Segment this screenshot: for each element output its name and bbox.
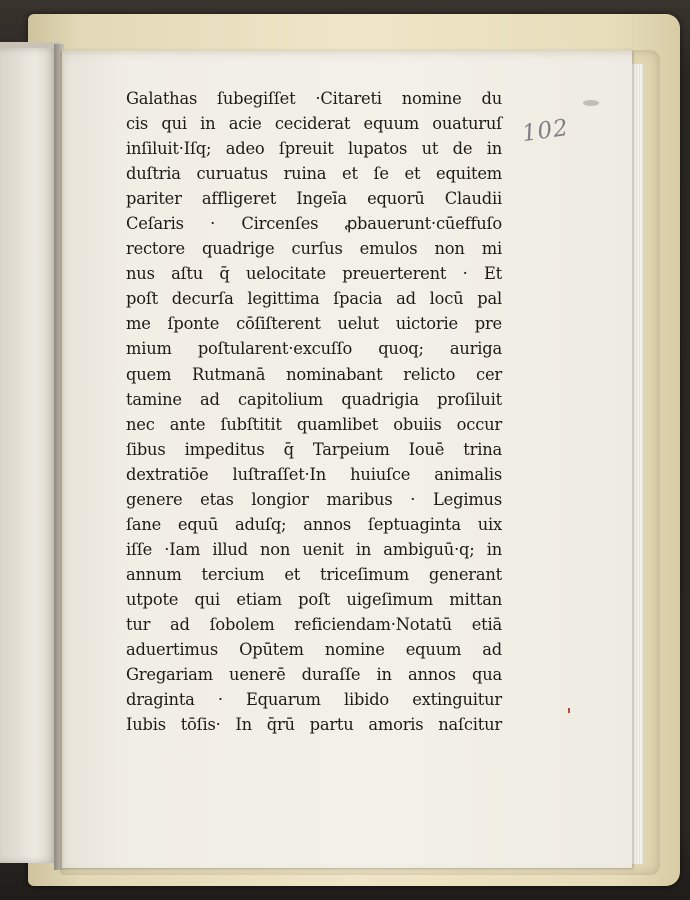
text-line: ſibus impeditus q̄ Tarpeium Iouē trina (126, 439, 502, 459)
red-ink-mark (568, 708, 570, 713)
text-line: rectore quadrige curſus emulos non mi (126, 239, 502, 259)
text-line: aduertimus Opūtem nomine equum ad (126, 640, 502, 660)
text-line: nec ante ſubſtitit quamlibet obuiis occur (126, 414, 502, 434)
text-line: Galathas ſubegiſſet ·Citareti nomine du (126, 89, 502, 108)
text-line: utpote qui etiam poſt uigeſimum mittan (126, 589, 502, 609)
text-line: me ſponte cōſiſterent uelut uictorie pre (126, 314, 502, 334)
text-line: dextratiōe luſtraſſet·In huiuſce animalis (126, 464, 502, 484)
text-line: mium poſtularent·excuſſo quoq; auriga (126, 339, 502, 359)
text-line: quem Rutmanā nominabant relicto cer (126, 364, 502, 384)
text-line: Ceſaris · Circenſes ꝓbauerunt·cūeffuſo (126, 214, 502, 234)
text-line: duſtria curuatus ruina et ſe et equitem (126, 164, 502, 184)
ink-mark (583, 100, 599, 106)
text-line: inſiluit·Iſq; adeo ſpreuit lupatos ut de in (126, 139, 502, 159)
text-line: poſt decurſa legittima ſpacia ad locū pal (126, 289, 502, 309)
left-page (0, 48, 58, 863)
text-line: nus aſtu q̄ uelocitate preuerterent · Et (126, 264, 502, 284)
text-line: genere etas longior maribus · Legimus (126, 489, 502, 509)
text-line: tamine ad capitolium quadrigia proſiluit (126, 389, 502, 409)
text-line: Gregariam uenerē duraſſe in annos qua (126, 665, 502, 685)
text-line: Iubis tōſis· In q̄rū partu amoris naſcitur (126, 715, 502, 735)
text-line: draginta · Equarum libido extinguitur (126, 690, 502, 710)
text-line: ſane equū aduſq; annos ſeptuaginta uix (126, 514, 502, 534)
text-line: annum tercium et triceſimum generant (126, 564, 502, 584)
text-line: cis qui in acie ceciderat equum ouaturuſ (126, 114, 502, 134)
text-line: iſſe ·Iam illud non uenit in ambiguū·q; in (126, 539, 502, 559)
folio-number: 102 (520, 114, 571, 148)
text-line: pariter affligeret Ingeīa equorū Claudii (126, 189, 502, 209)
incunable-text-block (126, 86, 502, 737)
text-line: tur ad ſobolem reficiendam·Notatū etiā (126, 614, 502, 634)
